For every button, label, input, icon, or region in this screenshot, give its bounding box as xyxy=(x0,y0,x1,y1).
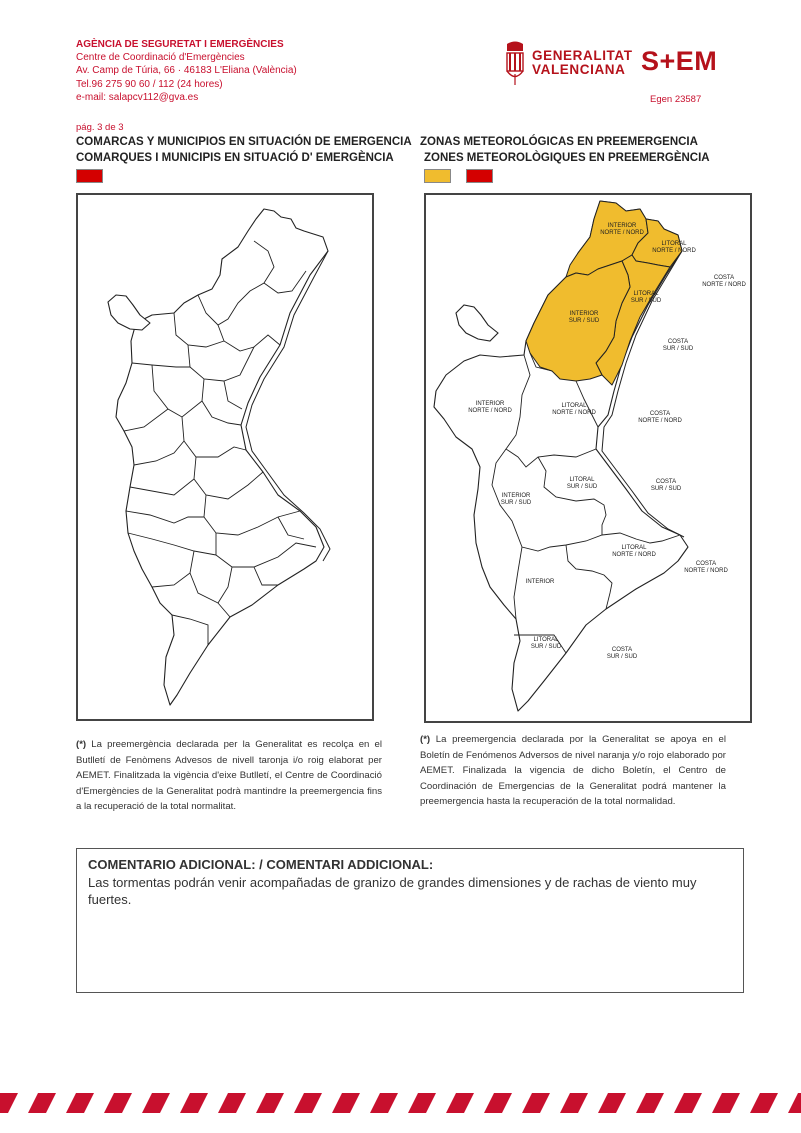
label-costa-sur-2: COSTA SUR / SUD xyxy=(650,479,682,492)
label-costa-sur-3: COSTA SUR / SUD xyxy=(606,647,638,660)
red-level-swatch xyxy=(76,169,103,183)
stripe-segment xyxy=(142,1093,170,1113)
label-interior-norte: INTERIOR NORTE / NORD xyxy=(600,223,644,236)
stripe-segment xyxy=(560,1093,588,1113)
stripe-segment xyxy=(712,1093,740,1113)
label-litoral-sur-2: LITORAL SUR / SUD xyxy=(566,477,598,490)
label-litoral-sur-3: LITORAL SUR / SUD xyxy=(530,637,562,650)
agency-info xyxy=(76,38,297,104)
right-title-es: ZONAS METEOROLÓGICAS EN PREEMERGENCIA xyxy=(420,136,698,148)
comarcas-map-svg xyxy=(78,195,372,719)
stripe-segment xyxy=(66,1093,94,1113)
left-title-es: COMARCAS Y MUNICIPIOS EN SITUACIÓN DE EMERGENCIA xyxy=(76,136,412,148)
label-interior: INTERIOR xyxy=(525,579,555,585)
stripe-segment xyxy=(522,1093,550,1113)
hazard-stripe xyxy=(0,1090,801,1116)
label-costa-norte-1: COSTA NORTE / NORD xyxy=(702,275,746,288)
stripe-segment xyxy=(446,1093,474,1113)
agency-name: AGÈNCIA DE SEGURETAT I EMERGÈNCIES xyxy=(76,39,284,50)
zones-map-svg xyxy=(426,195,750,721)
agency-center: Centre de Coordinació d'Emergències xyxy=(76,52,245,64)
red-level-swatch-2 xyxy=(466,169,493,183)
left-title-va: COMARQUES I MUNICIPIS EN SITUACIÓ D' EMERGÈNCIA xyxy=(76,152,394,164)
label-costa-norte-3: COSTA NORTE / NORD xyxy=(684,561,728,574)
logo-gv-line2: VALENCIANA xyxy=(532,62,626,77)
region-outline xyxy=(116,209,328,705)
stripe-segment xyxy=(332,1093,360,1113)
logo-gv-line1: GENERALITAT xyxy=(532,48,633,63)
comment-box xyxy=(76,848,744,993)
label-costa-norte-2: COSTA NORTE / NORD xyxy=(638,411,682,424)
page-number: pág. 3 de 3 xyxy=(76,122,124,133)
stripe-segment xyxy=(750,1093,778,1113)
coat-of-arms-icon xyxy=(504,40,526,86)
comment-text: Las tormentas podrán venir acompañadas de granizo de grandes dimensiones y de rachas de viento muy fuertes. xyxy=(88,875,697,907)
stripe-segment xyxy=(408,1093,436,1113)
agency-email: e-mail: salapcv112@gva.es xyxy=(76,91,199,103)
label-interior-norte-2: INTERIOR NORTE / NORD xyxy=(468,401,512,414)
label-litoral-sur: LITORAL SUR / SUD xyxy=(630,291,662,304)
right-note-marker: (*) xyxy=(420,734,431,745)
region-enclave xyxy=(108,295,150,330)
stripe-segment xyxy=(598,1093,626,1113)
label-litoral-norte-2: LITORAL NORTE / NORD xyxy=(552,403,596,416)
stripe-segment xyxy=(0,1093,18,1113)
label-interior-sur-2: INTERIOR SUR / SUD xyxy=(500,493,532,506)
comment-title: COMENTARIO ADICIONAL: / COMENTARI ADDICIONAL: xyxy=(88,857,434,872)
left-note-marker: (*) xyxy=(76,739,87,750)
sem-logo: S+EM xyxy=(641,46,718,76)
stripe-segment xyxy=(788,1093,801,1113)
stripe-segment xyxy=(180,1093,208,1113)
region-enclave xyxy=(456,305,498,341)
agency-address: Av. Camp de Túria, 66 · 46183 L'Eliana (València) xyxy=(76,65,297,77)
agency-phone: Tel.96 275 90 60 / 112 (24 hores) xyxy=(76,78,223,90)
stripe-segment xyxy=(218,1093,246,1113)
stripe-segment xyxy=(104,1093,132,1113)
stripe-segment xyxy=(636,1093,664,1113)
stripe-segment xyxy=(484,1093,512,1113)
left-note xyxy=(76,737,382,815)
right-title-va: ZONES METEOROLÒGIQUES EN PREEMERGÈNCIA xyxy=(424,152,710,164)
right-note xyxy=(420,732,726,810)
zones-map xyxy=(424,193,752,723)
stripe-segment xyxy=(256,1093,284,1113)
stripe-segment xyxy=(370,1093,398,1113)
orange-level-swatch xyxy=(424,169,451,183)
stripe-segment xyxy=(674,1093,702,1113)
right-note-text: La preemergencia declarada por la Generalitat se apoya en el Boletín de Fenómenos Adversos de nivel naranja y/o rojo elaborado por AEMET. Finalizada la vigencia de dicho Boletín, el Centro de Coordinación de Emergencias de la Generalitat podrá mantener la preemergencia hasta la recuperación de la total normalidad. xyxy=(420,734,726,807)
label-costa-sur-1: COSTA SUR / SUD xyxy=(662,339,694,352)
generalitat-logo xyxy=(504,40,633,86)
stripe-segment xyxy=(294,1093,322,1113)
egen-code: Egen 23587 xyxy=(650,94,702,105)
label-interior-sur: INTERIOR SUR / SUD xyxy=(568,311,600,324)
label-litoral-norte-3: LITORAL NORTE / NORD xyxy=(612,545,656,558)
label-litoral-norte: LITORAL NORTE / NORD xyxy=(652,241,696,254)
comarcas-map xyxy=(76,193,374,721)
left-note-text: La preemergència declarada per la Generalitat es recolça en el Butlletí de Fenòmens Advesos de nivell taronja i/o roig elaborat per AEMET. Finalitzada la vigència d'eixe Butlletí, el Centre de Coordinació d'Emergències de la Generalitat podrà mantindre la preemergencia fins a la recuperació de la total normalitat. xyxy=(76,739,382,812)
stripe-segment xyxy=(28,1093,56,1113)
